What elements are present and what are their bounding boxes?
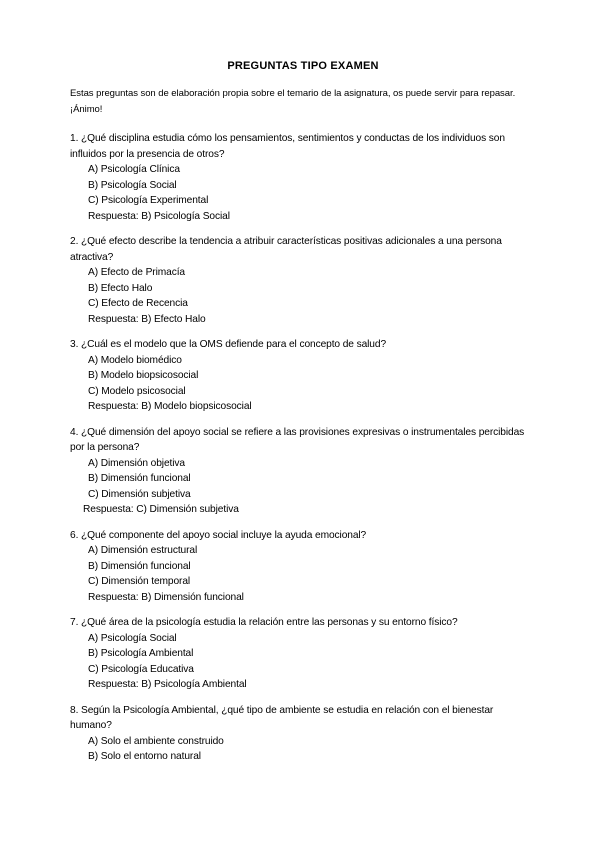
option-line: A) Modelo biomédico xyxy=(88,354,182,366)
answer-line: Respuesta: B) Psicología Ambiental xyxy=(88,679,247,690)
question-text: 7. ¿Qué área de la psicología estudia la relación entre las personas y su entorno físico? xyxy=(70,617,458,628)
options-list xyxy=(70,734,536,765)
option-line: C) Psicología Educativa xyxy=(88,663,194,675)
question-block xyxy=(70,337,536,415)
option-line: B) Solo el entorno natural xyxy=(88,751,201,762)
option-line: B) Efecto Halo xyxy=(88,282,153,294)
answer-line: Respuesta: C) Dimensión subjetiva xyxy=(83,504,239,515)
page-title: PREGUNTAS TIPO EXAMEN xyxy=(227,60,379,72)
answer-line: Respuesta: B) Efecto Halo xyxy=(88,313,206,325)
options-list xyxy=(70,631,536,693)
options-list xyxy=(70,353,536,415)
options-list xyxy=(70,162,536,224)
options-list xyxy=(70,543,536,605)
option-line: C) Dimensión subjetiva xyxy=(88,488,191,500)
question-text: 6. ¿Qué componente del apoyo social incluye la ayuda emocional? xyxy=(70,529,367,541)
answer-line: Respuesta: B) Modelo biopsicosocial xyxy=(88,401,252,412)
option-line: C) Dimensión temporal xyxy=(88,576,191,587)
option-line: C) Psicología Experimental xyxy=(88,195,209,206)
option-line: B) Dimensión funcional xyxy=(88,473,191,484)
questions-list xyxy=(70,131,536,765)
answer-line: Respuesta: B) Dimensión funcional xyxy=(88,591,244,603)
option-line: C) Efecto de Recencia xyxy=(88,298,188,309)
option-line: B) Psicología Social xyxy=(88,179,177,191)
option-line: A) Efecto de Primacía xyxy=(88,267,185,278)
question-block xyxy=(70,528,536,606)
option-line: A) Psicología Social xyxy=(88,632,177,644)
question-block xyxy=(70,234,536,327)
question-text: 4. ¿Qué dimensión del apoyo social se refiere a las provisiones expresivas o instrumentales percibidas por la persona? xyxy=(70,426,525,453)
question-text: 1. ¿Qué disciplina estudia cómo los pensamientos, sentimientos y conductas de los individuos son influidos por la presencia de otros? xyxy=(70,133,505,160)
option-line: A) Solo el ambiente construido xyxy=(88,735,224,747)
options-list xyxy=(70,456,536,518)
option-line: B) Dimensión funcional xyxy=(88,560,191,572)
intro-text: Estas preguntas son de elaboración propia sobre el temario de la asignatura, os puede servir para repasar. ¡Ánimo! xyxy=(70,88,516,115)
question-text: 8. Según la Psicología Ambiental, ¿qué tipo de ambiente se estudia en relación con el bienestar humano? xyxy=(70,704,494,731)
option-line: C) Modelo psicosocial xyxy=(88,385,186,397)
question-block xyxy=(70,425,536,518)
option-line: A) Dimensión estructural xyxy=(88,545,198,556)
option-line: A) Dimensión objetiva xyxy=(88,457,185,469)
question-text: 3. ¿Cuál es el modelo que la OMS defiende para el concepto de salud? xyxy=(70,339,387,350)
options-list xyxy=(70,265,536,327)
question-block xyxy=(70,703,536,765)
answer-line: Respuesta: B) Psicología Social xyxy=(88,210,230,222)
question-block xyxy=(70,131,536,224)
question-block xyxy=(70,615,536,693)
question-text: 2. ¿Qué efecto describe la tendencia a atribuir características positivas adicionales a una persona atractiva? xyxy=(70,236,502,263)
option-line: A) Psicología Clínica xyxy=(88,164,180,175)
option-line: B) Psicología Ambiental xyxy=(88,648,194,659)
option-line: B) Modelo biopsicosocial xyxy=(88,370,199,381)
